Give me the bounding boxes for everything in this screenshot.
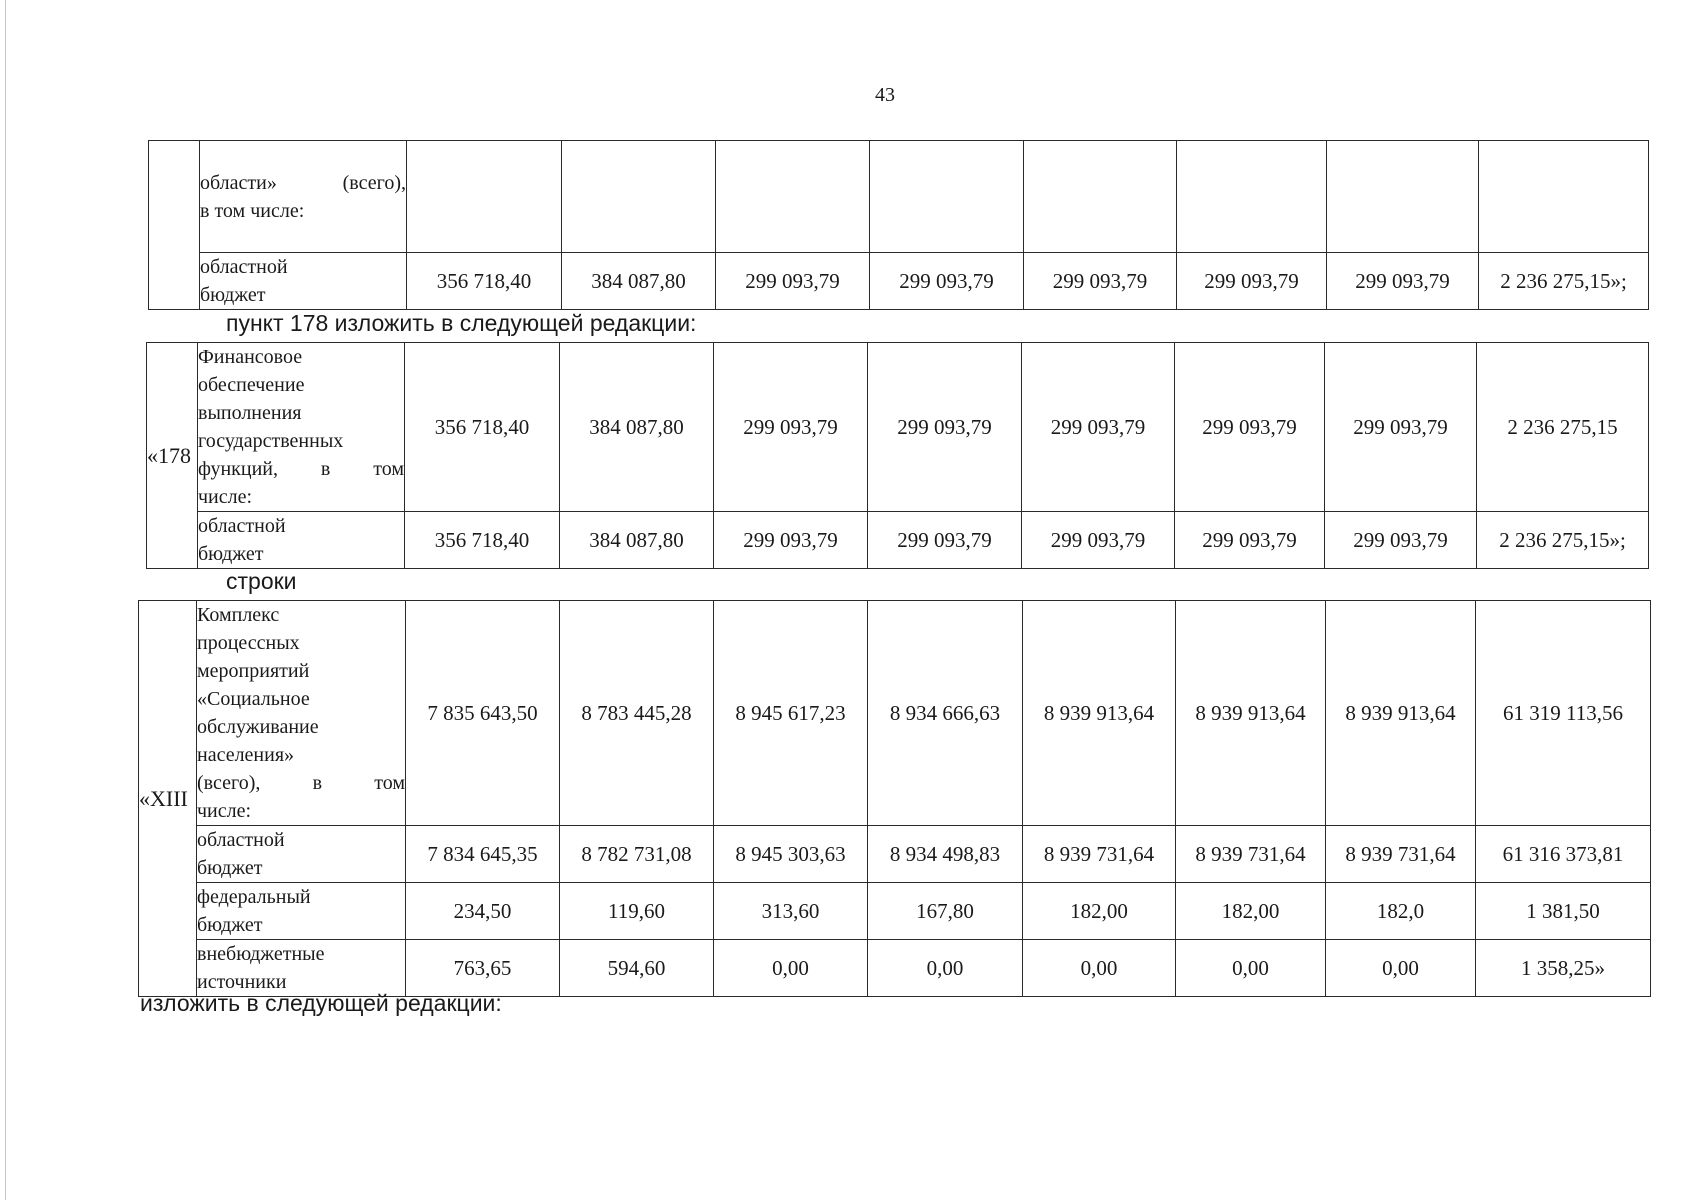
row-label-line: в том числе: [200,199,305,222]
table-item-178 [146,342,1649,569]
value-cell: 8 939 913,64 [1176,601,1326,826]
value-cell: 299 093,79 [1327,253,1479,310]
value-cell: 8 939 913,64 [1326,601,1476,826]
value-cell: 8 939 731,64 [1176,826,1326,883]
table-row [139,601,1651,826]
row-label [197,883,406,940]
table-row [139,940,1651,997]
value-cell: 61 316 373,81 [1476,826,1651,883]
value-cell: 8 934 498,83 [868,826,1023,883]
table-section-xiii [138,600,1651,997]
caption-item-178: пункт 178 изложить в следующей редакции: [226,310,697,336]
value-cell: 234,50 [406,883,560,940]
value-cell [870,141,1024,253]
value-cell: 299 093,79 [1022,343,1175,512]
value-cell: 7 835 643,50 [406,601,560,826]
row-label-line: (всего), в том [197,772,405,794]
value-cell: 356 718,40 [405,343,560,512]
table-row [147,343,1649,512]
scan-margin-line [5,0,6,1200]
value-cell: 299 093,79 [1022,512,1175,569]
value-cell: 356 718,40 [405,512,560,569]
value-cell: 2 236 275,15»; [1477,512,1649,569]
value-cell: 299 093,79 [868,512,1022,569]
value-cell: 299 093,79 [1325,343,1477,512]
table-continuation [148,140,1649,310]
row-label-line: бюджет [198,543,264,565]
value-cell: 0,00 [1176,940,1326,997]
row-code [149,141,200,310]
value-cell: 7 834 645,35 [406,826,560,883]
row-label-line: государственных [198,430,344,452]
value-cell [1024,141,1177,253]
value-cell: 299 093,79 [1325,512,1477,569]
row-label-line: числе: [197,800,252,822]
table-row [147,512,1649,569]
value-cell: 1 381,50 [1476,883,1651,940]
row-label-line: населения» [197,744,295,766]
value-cell: 8 783 445,28 [560,601,714,826]
value-cell: 182,00 [1176,883,1326,940]
row-label-line: процессных [197,632,300,654]
value-cell: 2 236 275,15 [1477,343,1649,512]
value-cell: 119,60 [560,883,714,940]
row-label-line: выполнения [198,402,302,424]
row-label-line: мероприятий [197,660,310,682]
value-cell [1177,141,1327,253]
value-cell: 8 939 731,64 [1023,826,1176,883]
row-label-line: области» (всего), [200,171,406,194]
value-cell: 8 934 666,63 [868,601,1023,826]
row-label-line: Финансовое [198,346,303,368]
row-label-line: областной [200,256,288,278]
row-label [197,826,406,883]
row-label [197,601,406,826]
value-cell: 299 093,79 [868,343,1022,512]
value-cell: 299 093,79 [1175,512,1325,569]
row-label [198,512,405,569]
value-cell: 8 939 731,64 [1326,826,1476,883]
row-label-line: обеспечение [198,374,305,396]
value-cell: 167,80 [868,883,1023,940]
row-label [200,253,407,310]
value-cell: 299 093,79 [1175,343,1325,512]
table-row [139,826,1651,883]
row-label-line: «Социальное [197,688,310,710]
value-cell: 1 358,25» [1476,940,1651,997]
row-label [197,940,406,997]
table-row [149,253,1649,310]
value-cell: 2 236 275,15»; [1479,253,1649,310]
row-label-line: бюджет [200,284,266,306]
value-cell: 299 093,79 [714,343,868,512]
value-cell: 61 319 113,56 [1476,601,1651,826]
value-cell: 384 087,80 [560,512,714,569]
value-cell: 182,0 [1326,883,1476,940]
page-number: 43 [875,84,895,106]
value-cell: 299 093,79 [714,512,868,569]
value-cell [562,141,716,253]
value-cell: 299 093,79 [716,253,870,310]
row-label-line: функций, в том [198,458,404,480]
row-label-line: числе: [198,486,253,508]
row-label-line: бюджет [197,857,263,879]
row-label [200,141,407,253]
row-label-line: областной [198,515,286,537]
value-cell: 299 093,79 [1024,253,1177,310]
row-label-line: Комплекс [197,604,280,626]
caption-new-wording: изложить в следующей редакции: [140,990,502,1016]
row-label-line: федеральный [197,886,311,908]
row-label-line: обслуживание [197,716,319,738]
value-cell: 8 939 913,64 [1023,601,1176,826]
value-cell [407,141,562,253]
caption-rows: строки [226,568,297,594]
value-cell: 8 945 617,23 [714,601,868,826]
value-cell: 0,00 [714,940,868,997]
value-cell [1327,141,1479,253]
row-code: «178 [147,343,198,569]
row-label-line: внебюджетные [197,943,325,965]
value-cell: 299 093,79 [1177,253,1327,310]
row-label [198,343,405,512]
value-cell: 182,00 [1023,883,1176,940]
value-cell [1479,141,1649,253]
value-cell: 0,00 [1326,940,1476,997]
value-cell: 384 087,80 [560,343,714,512]
table-row [149,141,1649,253]
value-cell [716,141,870,253]
table-row [139,883,1651,940]
value-cell: 299 093,79 [870,253,1024,310]
value-cell: 0,00 [868,940,1023,997]
value-cell: 356 718,40 [407,253,562,310]
value-cell: 8 782 731,08 [560,826,714,883]
row-code: «XIII [139,601,197,997]
row-label-line: областной [197,829,285,851]
value-cell: 763,65 [406,940,560,997]
value-cell: 313,60 [714,883,868,940]
value-cell: 8 945 303,63 [714,826,868,883]
value-cell: 384 087,80 [562,253,716,310]
value-cell: 594,60 [560,940,714,997]
row-label-line: бюджет [197,914,263,936]
value-cell: 0,00 [1023,940,1176,997]
row-label-line: источники [197,971,287,993]
